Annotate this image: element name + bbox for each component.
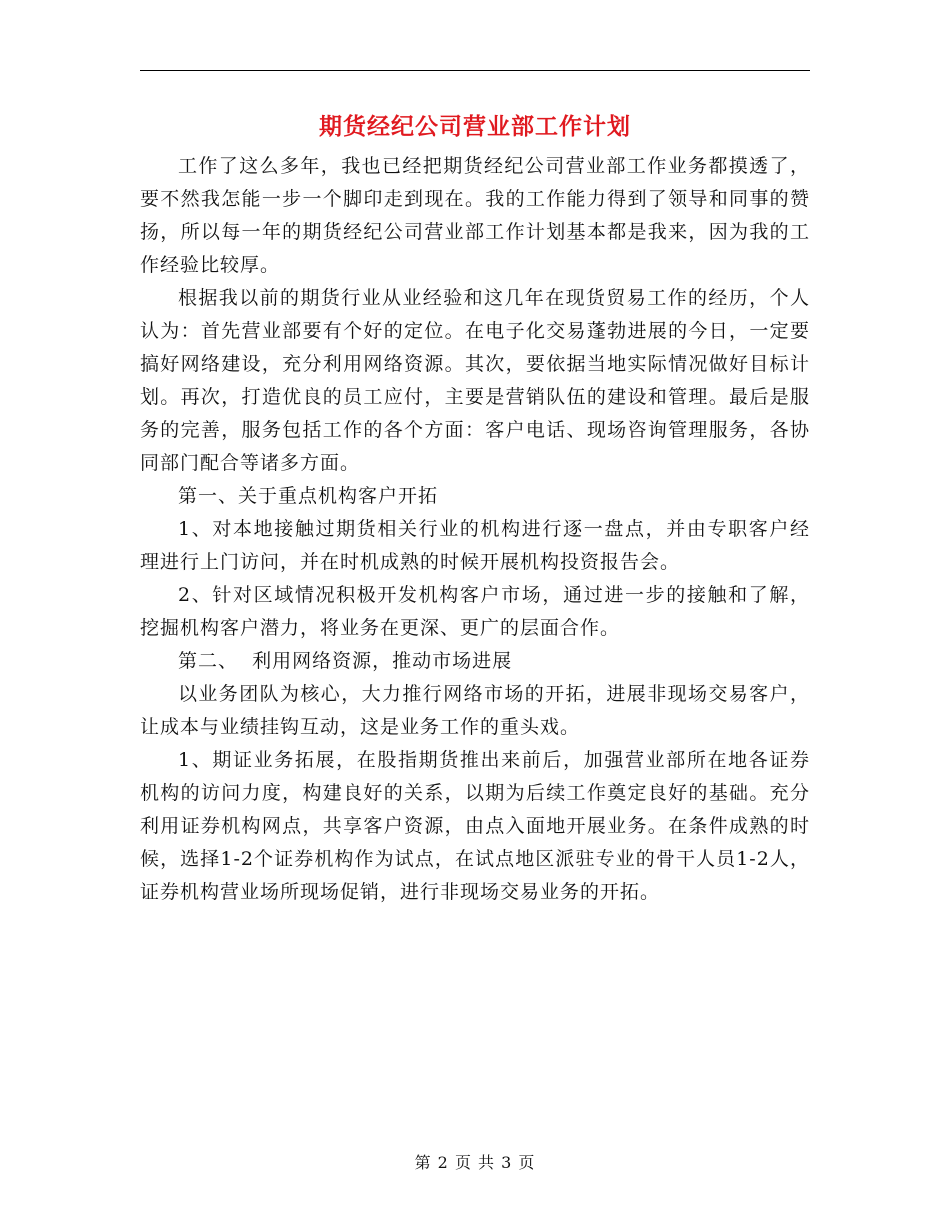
list-item: 1、期证业务拓展，在股指期货推出来前后，加强营业部所在地各证券机构的访问力度，构建良好的关系，以期为后续工作奠定良好的基础。充分利用证券机构网点，共享客户资源，由点入面地开展业务。在条件成熟的时候，选择1-2个证券机构作为试点，在试点地区派驻专业的骨干人员1-2人，证券机构营业场所现场促销，进行非现场交易业务的开拓。 <box>140 749 810 903</box>
body-paragraph: 根据我以前的期货行业从业经验和这几年在现货贸易工作的经历，个人认为：首先营业部要有个好的定位。在电子化交易蓬勃进展的今日，一定要搞好网络建设，充分利用网络资源。其次，要依据当地实际情况做好目标计划。再次，打造优良的员工应付，主要是营销队伍的建设和管理。最后是服务的完善，服务包括工作的各个方面：客户电话、现场咨询管理服务，各协同部门配合等诸多方面。 <box>140 287 810 474</box>
document-title: 期货经纪公司营业部工作计划 <box>319 114 631 140</box>
header-rule <box>140 70 810 71</box>
body-paragraph: 以业务团队为核心，大力推行网络市场的开拓，进展非现场交易客户，让成本与业绩挂钩互动，这是业务工作的重头戏。 <box>140 683 810 738</box>
page-number-footer: 第 2 页 共 3 页 <box>414 1153 536 1172</box>
list-item: 2、针对区域情况积极开发机构客户市场，通过进一步的接触和了解，挖掘机构客户潜力，将业务在更深、更广的层面合作。 <box>140 584 810 639</box>
section-heading: 第一、关于重点机构客户开拓 <box>178 485 439 507</box>
list-item: 1、对本地接触过期货相关行业的机构进行逐一盘点，并由专职客户经理进行上门访问，并在时机成熟的时候开展机构投资报告会。 <box>140 518 810 573</box>
document-body <box>140 150 810 909</box>
body-paragraph: 工作了这么多年，我也已经把期货经纪公司营业部工作业务都摸透了，要不然我怎能一步一个脚印走到现在。我的工作能力得到了领导和同事的赞扬，所以每一年的期货经纪公司营业部工作计划基本都是我来，因为我的工作经验比较厚。 <box>140 155 810 276</box>
section-heading: 第二、 利用网络资源，推动市场进展 <box>178 650 513 672</box>
